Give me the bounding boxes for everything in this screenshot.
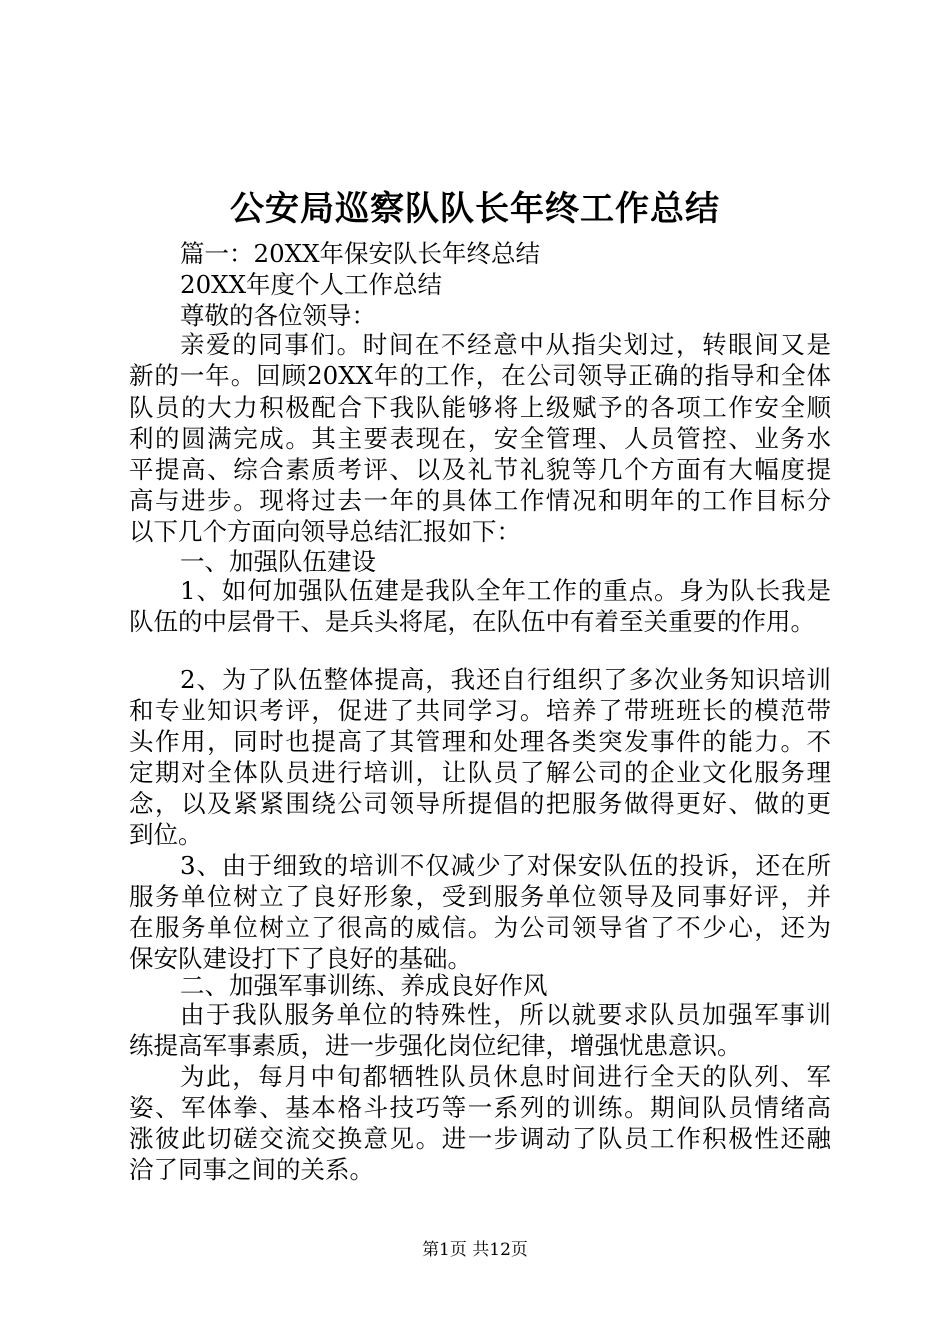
paragraph-line: 姿、军体拳、基本格斗技巧等一系列的训练。期间队员情绪高 <box>129 1093 831 1122</box>
paragraph-line: 平提高、综合素质考评、以及礼节礼貌等几个方面有大幅度提 <box>129 455 831 484</box>
paragraph-line: 洽了同事之间的关系。 <box>129 1155 374 1184</box>
paragraph-line: 练提高军事素质，进一步强化岗位纪律，增强忧患意识。 <box>129 1031 742 1060</box>
paragraph-line: 亲爱的同事们。时间在不经意中从指尖划过，转眼间又是 <box>180 330 831 359</box>
paragraph-line: 队伍的中层骨干、是兵头将尾，在队伍中有着至关重要的作用。 <box>129 607 815 636</box>
paragraph-line: 队员的大力积极配合下我队能够将上级赋予的各项工作安全顺 <box>129 393 831 422</box>
paragraph-line: 篇一：20XX年保安队长年终总结 <box>180 239 541 268</box>
paragraph-line: 头作用，同时也提高了其管理和处理各类突发事件的能力。不 <box>129 727 831 756</box>
paragraph-line: 和专业知识考评，促进了共同学习。培养了带班班长的模范带 <box>129 696 831 725</box>
paragraph-line: 涨彼此切磋交流交换意见。进一步调动了队员工作积极性还融 <box>129 1124 831 1153</box>
paragraph-line: 服务单位树立了良好形象，受到服务单位领导及同事好评，并 <box>129 882 831 911</box>
paragraph-line: 20XX年度个人工作总结 <box>180 270 443 299</box>
paragraph-line: 为此，每月中旬都牺牲队员休息时间进行全天的队列、军 <box>180 1062 831 1091</box>
page-footer: 第1页 共12页 <box>422 1240 528 1260</box>
paragraph-line: 2、为了队伍整体提高，我还自行组织了多次业务知识培训 <box>180 665 831 694</box>
paragraph-line: 在服务单位树立了很高的威信。为公司领导省了不少心，还为 <box>129 913 831 942</box>
paragraph-line: 新的一年。回顾20XX年的工作，在公司领导正确的指导和全体 <box>129 361 831 390</box>
paragraph-line: 到位。 <box>129 820 203 849</box>
paragraph-line: 高与进步。现将过去一年的具体工作情况和明年的工作目标分 <box>129 486 831 515</box>
paragraph-line: 保安队建设打下了良好的基础。 <box>129 944 472 973</box>
paragraph-line: 由于我队服务单位的特殊性，所以就要求队员加强军事训 <box>180 1000 831 1029</box>
paragraph-line: 1、如何加强队伍建是我队全年工作的重点。身为队长我是 <box>180 576 831 605</box>
paragraph-line: 以下几个方面向领导总结汇报如下： <box>129 517 521 546</box>
paragraph-line: 尊敬的各位领导： <box>180 301 376 330</box>
document-title: 公安局巡察队队长年终工作总结 <box>230 189 720 229</box>
paragraph-line: 3、由于细致的培训不仅减少了对保安队伍的投诉，还在所 <box>180 851 831 880</box>
paragraph-line: 定期对全体队员进行培训，让队员了解公司的企业文化服务理 <box>129 758 831 787</box>
section-heading: 一、加强队伍建设 <box>180 547 376 576</box>
paragraph-line: 利的圆满完成。其主要表现在，安全管理、人员管控、业务水 <box>129 424 831 453</box>
section-heading: 二、加强军事训练、养成良好作风 <box>180 971 548 1000</box>
paragraph-line: 念，以及紧紧围绕公司领导所提倡的把服务做得更好、做的更 <box>129 789 831 818</box>
